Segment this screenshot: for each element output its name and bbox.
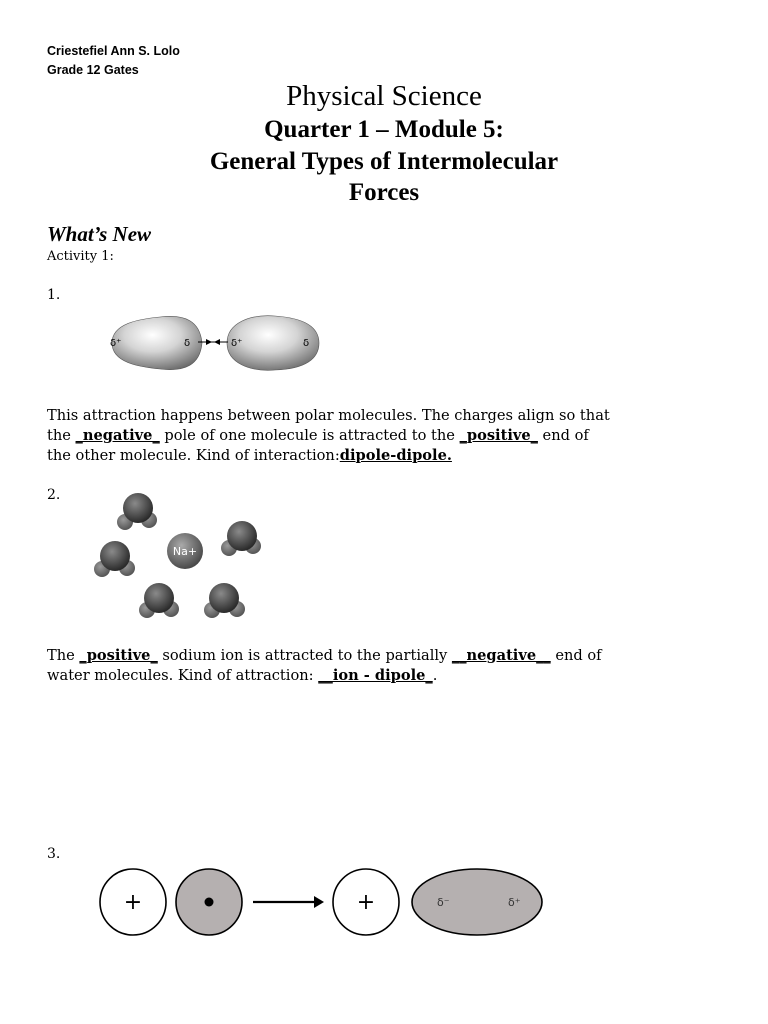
plus-sign-1: + (123, 890, 143, 915)
page-title: Physical Science (286, 80, 482, 112)
item2-line-1: The _positive_ sodium ion is attracted to the partially __negative__ end of (47, 647, 602, 664)
answer-blank-dipole-dipole: dipole-dipole. (339, 447, 452, 464)
item-number-1: 1. (47, 287, 61, 303)
ion-dipole-diagram (88, 488, 278, 628)
center-dot-icon (205, 898, 214, 907)
student-name: Criestefiel Ann S. Lolo (47, 44, 180, 58)
item1-paragraph (47, 406, 727, 466)
dipole-dipole-diagram (100, 305, 330, 380)
student-grade: Grade 12 Gates (47, 63, 139, 77)
answer-blank-negative: _negative_ (75, 427, 160, 444)
water-molecule (221, 521, 261, 556)
induced-dipole-ellipse (412, 869, 542, 935)
delta-minus-label: δ⁻ (437, 896, 450, 909)
water-molecule (94, 541, 135, 577)
topic-title-line1: General Types of Intermolecular (209, 148, 559, 175)
item-number-3: 3. (47, 846, 61, 862)
module-title: Quarter 1 – Module 5: (264, 116, 504, 143)
item1-line-2: the _negative_ pole of one molecule is attracted to the _positive_ end of (47, 427, 589, 444)
section-heading: What’s New (47, 222, 152, 246)
item2-line-2: water molecules. Kind of attraction: __ion - dipole_. (47, 667, 438, 684)
answer-blank-positive: _positive_ (459, 427, 538, 444)
arrow-right-icon (206, 339, 212, 345)
delta-plus-label: δ⁺ (508, 896, 521, 909)
sodium-ion-label: Na+ (172, 545, 198, 558)
delta-label-1: δ⁺ (110, 338, 122, 349)
item-number-2: 2. (47, 487, 61, 503)
item1-line-3: the other molecule. Kind of interaction:dipole-dipole. (47, 447, 452, 464)
item1-line-1: This attraction happens between polar molecules. The charges align so that (47, 407, 610, 424)
answer-blank-positive: _positive_ (79, 647, 158, 664)
water-molecule (117, 493, 157, 530)
sodium-ion (167, 533, 203, 569)
ion-induced-dipole-diagram (90, 860, 550, 940)
plus-sign-2: + (356, 890, 376, 915)
delta-label-2: δ (184, 338, 191, 349)
answer-blank-negative: __negative__ (451, 647, 551, 664)
delta-label-4: δ (303, 338, 310, 349)
answer-blank-ion-dipole: __ion - dipole_ (318, 667, 433, 684)
arrow-left-icon (214, 339, 220, 345)
item2-paragraph (47, 646, 727, 686)
water-molecule (204, 583, 245, 618)
water-molecule (139, 583, 179, 618)
delta-label-3: δ⁺ (231, 338, 243, 349)
activity-label: Activity 1: (47, 249, 114, 264)
arrow-right-icon (314, 896, 324, 908)
topic-title-line2: Forces (348, 179, 420, 206)
